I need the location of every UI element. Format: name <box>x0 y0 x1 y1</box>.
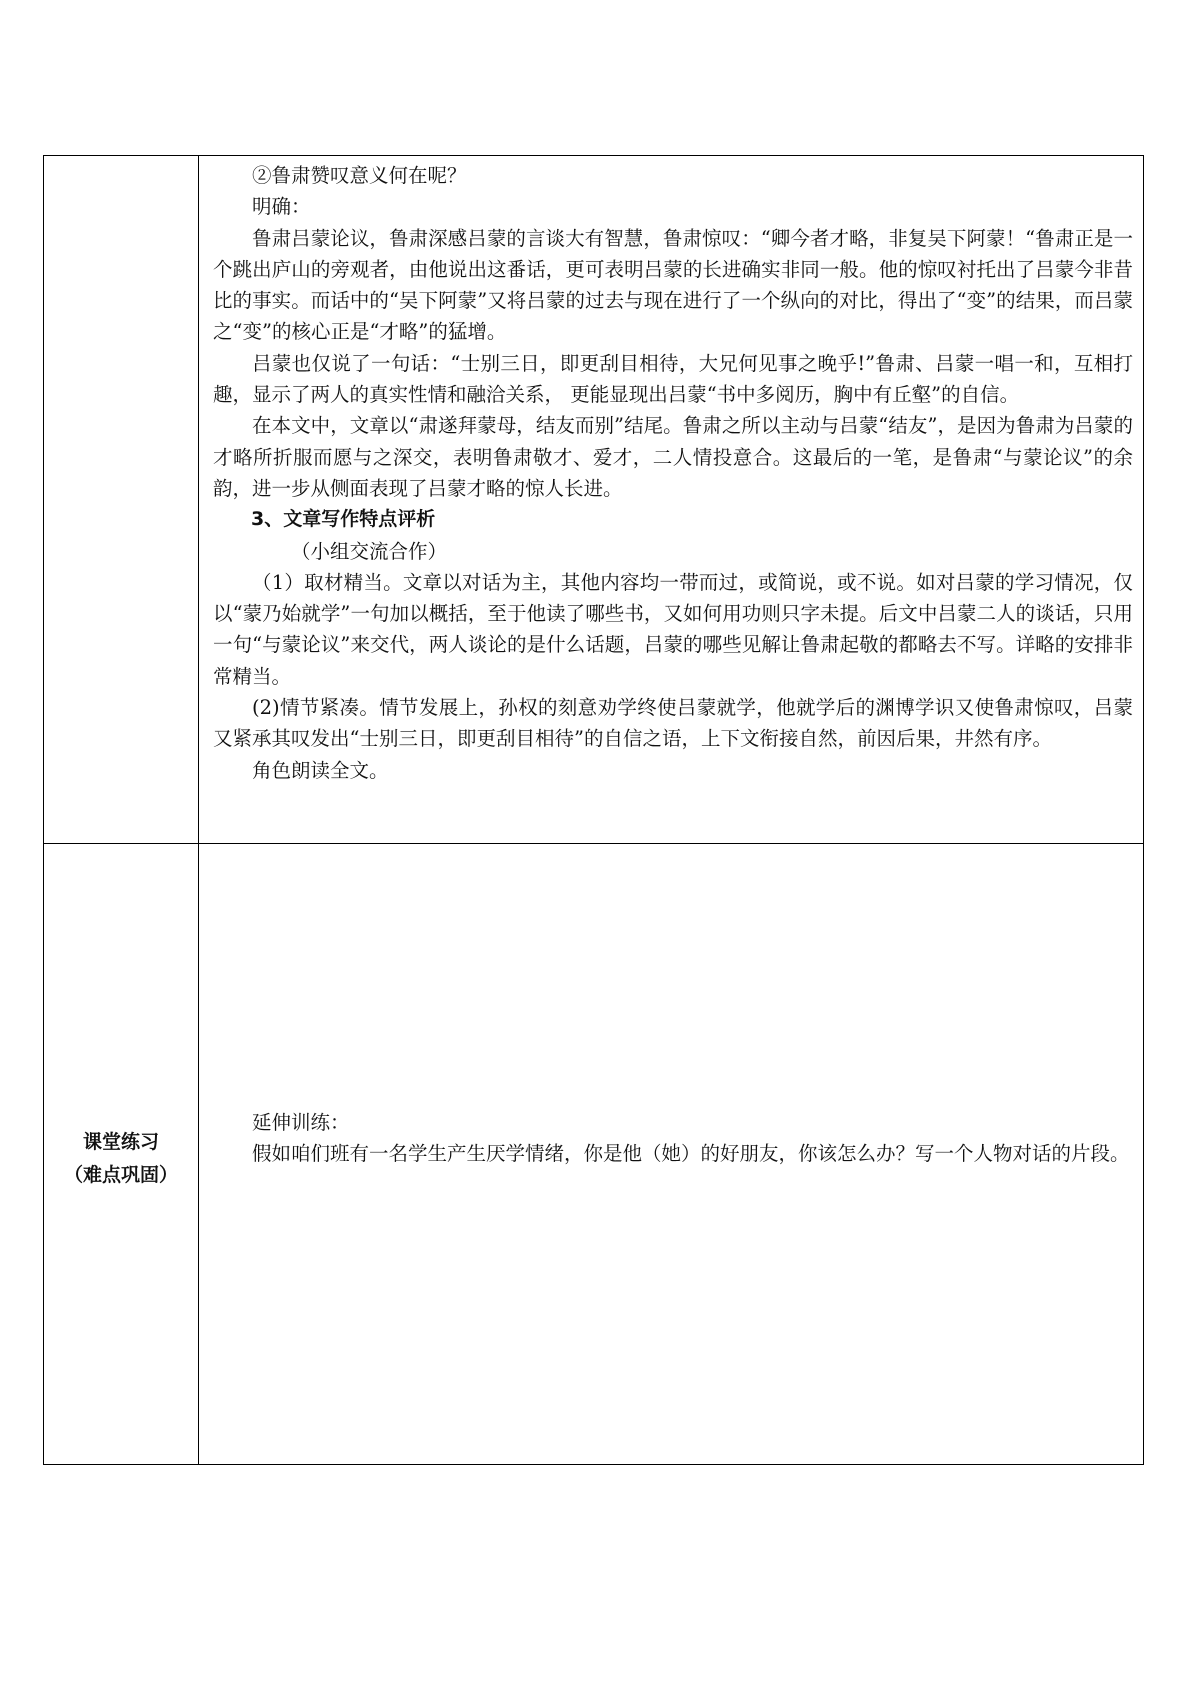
table-row-practice <box>44 844 1144 1465</box>
exercise-prompt: 假如咱们班有一名学生产生厌学情绪，你是他（她）的好朋友，你该怎么办？写一个人物对话的片段。 <box>252 1142 1130 1166</box>
body-paragraph: 吕蒙也仅说了一句话：“士别三日，即更刮目相待，大兄何见事之晚乎!”鲁肃、吕蒙一唱一和，互相打趣，显示了两人的真实性情和融洽关系， 更能显现出吕蒙“书中多阅历，胸中有丘壑”的自信。 <box>213 351 1133 407</box>
table-row-analysis <box>44 156 1144 844</box>
row-label-cell <box>44 844 199 1465</box>
row-label <box>44 1126 198 1192</box>
section-heading: 3、文章写作特点评析 <box>251 508 436 531</box>
body-paragraph: 在本文中，文章以“肃遂拜蒙母，结友而别”结尾。鲁肃之所以主动与吕蒙“结友”，是因为鲁肃为吕蒙的才略所折服而愿与之深交，表明鲁肃敬才、爱才，二人情投意合。这最后的一笔，是鲁肃“与蒙论议”的余韵，进一步从侧面表现了吕蒙才略的惊人长进。 <box>213 414 1133 500</box>
section-note: （小组交流合作） <box>291 539 448 563</box>
row-label-line: （难点巩固） <box>63 1164 178 1186</box>
row-label-line: 课堂练习 <box>82 1131 159 1153</box>
answer-label: 明确： <box>252 195 311 219</box>
analysis-content-cell <box>199 156 1144 844</box>
body-paragraph: 鲁肃吕蒙论议，鲁肃深感吕蒙的言谈大有智慧，鲁肃惊叹：“卿今者才略，非复吴下阿蒙！“鲁肃正是一个跳出庐山的旁观者，由他说出这番话，更可表明吕蒙的长进确实非同一般。他的惊叹衬托出了吕蒙今非昔比的事实。而话中的“吴下阿蒙”又将吕蒙的过去与现在进行了一个纵向的对比，得出了“变”的结果，而吕蒙之“变”的核心正是“才略”的猛增。 <box>213 226 1133 344</box>
feature-item: （1）取材精当。文章以对话为主，其他内容均一带而过，或简说，或不说。如对吕蒙的学习情况，仅以“蒙乃始就学”一句加以概括，至于他读了哪些书，又如何用功则只字未提。后文中吕蒙二人的谈话，只用一句“与蒙论议”来交代，两人谈论的是什么话题，吕蒙的哪些见解让鲁肃起敬的都略去不写。详略的安排非常精当。 <box>213 570 1133 688</box>
exercise-title: 延伸训练： <box>252 1111 350 1134</box>
row-label-cell-empty <box>44 156 199 844</box>
analysis-content <box>199 156 1143 786</box>
question-paragraph: ②鲁肃赞叹意义何在呢？ <box>252 164 467 187</box>
lesson-plan-table <box>43 155 1144 1465</box>
practice-content-cell <box>199 844 1144 1465</box>
feature-item: (2)情节紧凑。情节发展上，孙权的刻意劝学终使吕蒙就学，他就学后的渊博学识又使鲁肃惊叹，吕蒙又紧承其叹发出“士别三日，即更刮目相待”的自信之语，上下文衔接自然，前因后果，井然有序。 <box>213 696 1133 751</box>
practice-content <box>199 1107 1143 1170</box>
body-paragraph: 角色朗读全文。 <box>252 758 389 782</box>
